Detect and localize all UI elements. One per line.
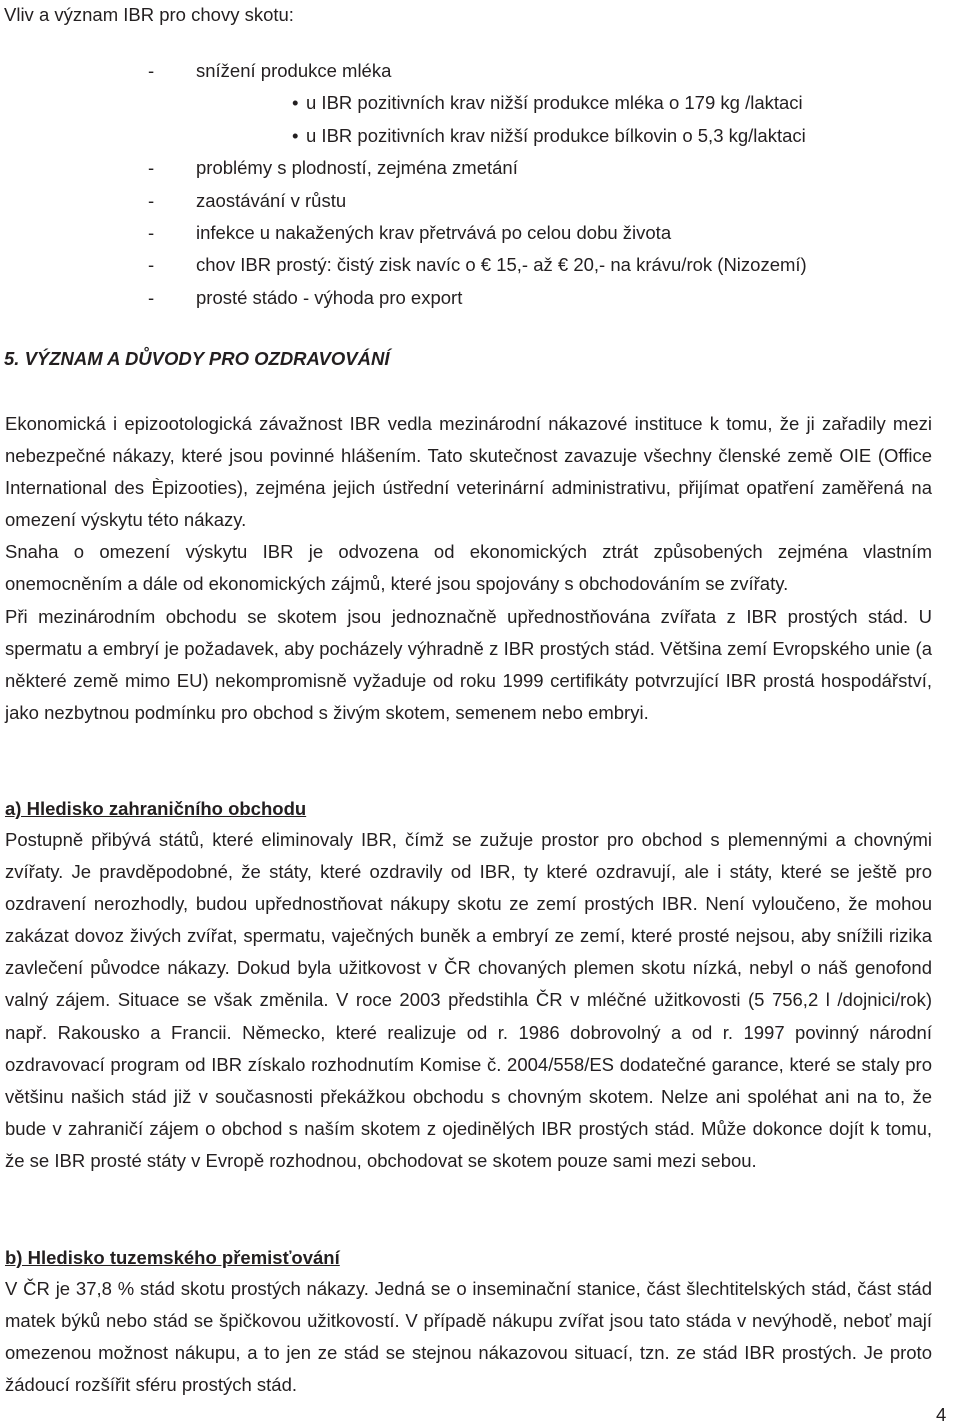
list-item-text: u IBR pozitivních krav nižší produkce mléka o 179 kg /laktaci xyxy=(306,92,803,114)
intro-title: Vliv a význam IBR pro chovy skotu: xyxy=(4,4,294,25)
list-item xyxy=(0,188,960,220)
page-number: 4 xyxy=(936,1404,947,1425)
bullet-icon: • xyxy=(292,124,299,146)
list-item xyxy=(0,220,960,252)
paragraph: V ČR je 37,8 % stád skotu prostých nákazy. Jedná se o inseminační stanice, část šlechtitelských stád, část stád matek býků nebo stád se špičkovou užitkovostí. V případě nákupu zvířat jsou tato stáda v nevýhodě, neboť mají omezenou možnost nákupu, a to jen ze stád se stejnou nákazovou situací, tzn. ze stád IBR prostých. Je proto žádoucí rozšířit sféru prostých stád. xyxy=(5,1278,932,1396)
list-item xyxy=(0,285,960,317)
list-item xyxy=(0,58,960,90)
paragraph: Ekonomická i epizootologická závažnost IBR vedla mezinárodní nákazové instituce k tomu, že ji zařadily mezi nebezpečné nákazy, které jsou povinné hlášením. Tato skutečnost zavazuje všechny členské země OIE (Office International des Èpizooties), zejména jejich ústřední veterinární administrativu, přijímat opatření zaměřená na omezení výskytu této nákazy. xyxy=(5,413,932,531)
list-item-text: prosté stádo - výhoda pro export xyxy=(196,286,463,308)
subsection-body xyxy=(5,824,932,1177)
list-item-text: snížení produkce mléka xyxy=(196,60,392,81)
list-item-text: chov IBR prostý: čistý zisk navíc o € 15,- až € 20,- na krávu/rok (Nizozemí) xyxy=(196,254,807,276)
list-item xyxy=(0,252,960,284)
impact-list xyxy=(0,58,960,317)
subsection-body xyxy=(5,1273,932,1401)
list-item-text: infekce u nakažených krav přetrvává po celou dobu života xyxy=(196,221,672,243)
list-item-text: zaostávání v růstu xyxy=(196,189,347,211)
paragraph: Postupně přibývá států, které eliminovaly IBR, čímž se zužuje prostor pro obchod s plemennými a chovnými zvířaty. Je pravděpodobné, že státy, které ozdravily od IBR, ty které ozdravují, ale i státy, které se ještě pro ozdravení nerozhodly, budou upřednostňovat nákupy skotu ze zemí prostých IBR. Není vyloučeno, že mohou zakázat dovoz živých zvířat, spermatu, vaječných buněk a embryí ze zemí, které prosté nejsou, aby snížili rizika zavlečení původce nákazy. Dokud byla užitkovost v ČR chovaných plemen skotu nízká, nebyl o náš genofond valný zájem. Situace se však změnila. V roce 2003 předstihla ČR v mléčné užitkovosti (5 756,2 l /dojnici/rok) např. Rakousko a Francii. Německo, které realizuje od r. 1986 dobrovolný a od r. 1997 povinný národní ozdravovací program od IBR získalo rozhodnutím Komise č. 2004/558/ES dodatečné garance, které se staly pro většinu našich stád již v současnosti překážkou obchodu s chovným skotem. Nelze ani spoléhat ani na to, že bude v zahraničí zájem o obchod s naším skotem z ojedinělých IBR prostých stád. Může dokonce dojít k tomu, že se IBR prosté státy v Evropě rozhodnou, obchodovat se skotem pouze sami mezi sebou. xyxy=(5,829,932,1171)
dash-marker: - xyxy=(148,157,155,179)
subsection-heading: b) Hledisko tuzemského přemisťování xyxy=(5,1247,340,1268)
dash-marker: - xyxy=(148,60,155,81)
dash-marker: - xyxy=(148,254,155,276)
list-item-text: problémy s plodností, zejména zmetání xyxy=(196,157,518,179)
list-item xyxy=(0,90,960,122)
subsection-heading: a) Hledisko zahraničního obchodu xyxy=(5,798,307,819)
bullet-icon: • xyxy=(292,92,299,114)
paragraph: Při mezinárodním obchodu se skotem jsou jednoznačně upřednostňována zvířata z IBR prostých stád. U spermatu a embryí je požadavek, aby pocházely výhradně z IBR prostých stád. Většina zemí Evropského unie (a některé země mimo EU) nekompromisně vyžaduje od roku 1999 certifikáty potvrzující IBR prostá hospodářství, jako nezbytnou podmínku pro obchod s živým skotem, semenem nebo embryi. xyxy=(5,605,932,723)
section-body xyxy=(5,408,932,729)
dash-marker: - xyxy=(148,189,155,211)
paragraph: Snaha o omezení výskytu IBR je odvozena od ekonomických ztrát způsobených zejména vlastním onemocněním a dále od ekonomických zájmů, které jsou spojovány s obchodováním se zvířaty. xyxy=(5,541,932,595)
list-item xyxy=(0,155,960,187)
dash-marker: - xyxy=(148,221,155,243)
list-item-text: u IBR pozitivních krav nižší produkce bílkovin o 5,3 kg/laktaci xyxy=(306,124,806,146)
dash-marker: - xyxy=(148,286,155,308)
list-item xyxy=(0,123,960,155)
section-heading: 5. VÝZNAM A DŮVODY PRO OZDRAVOVÁNÍ xyxy=(4,348,390,369)
